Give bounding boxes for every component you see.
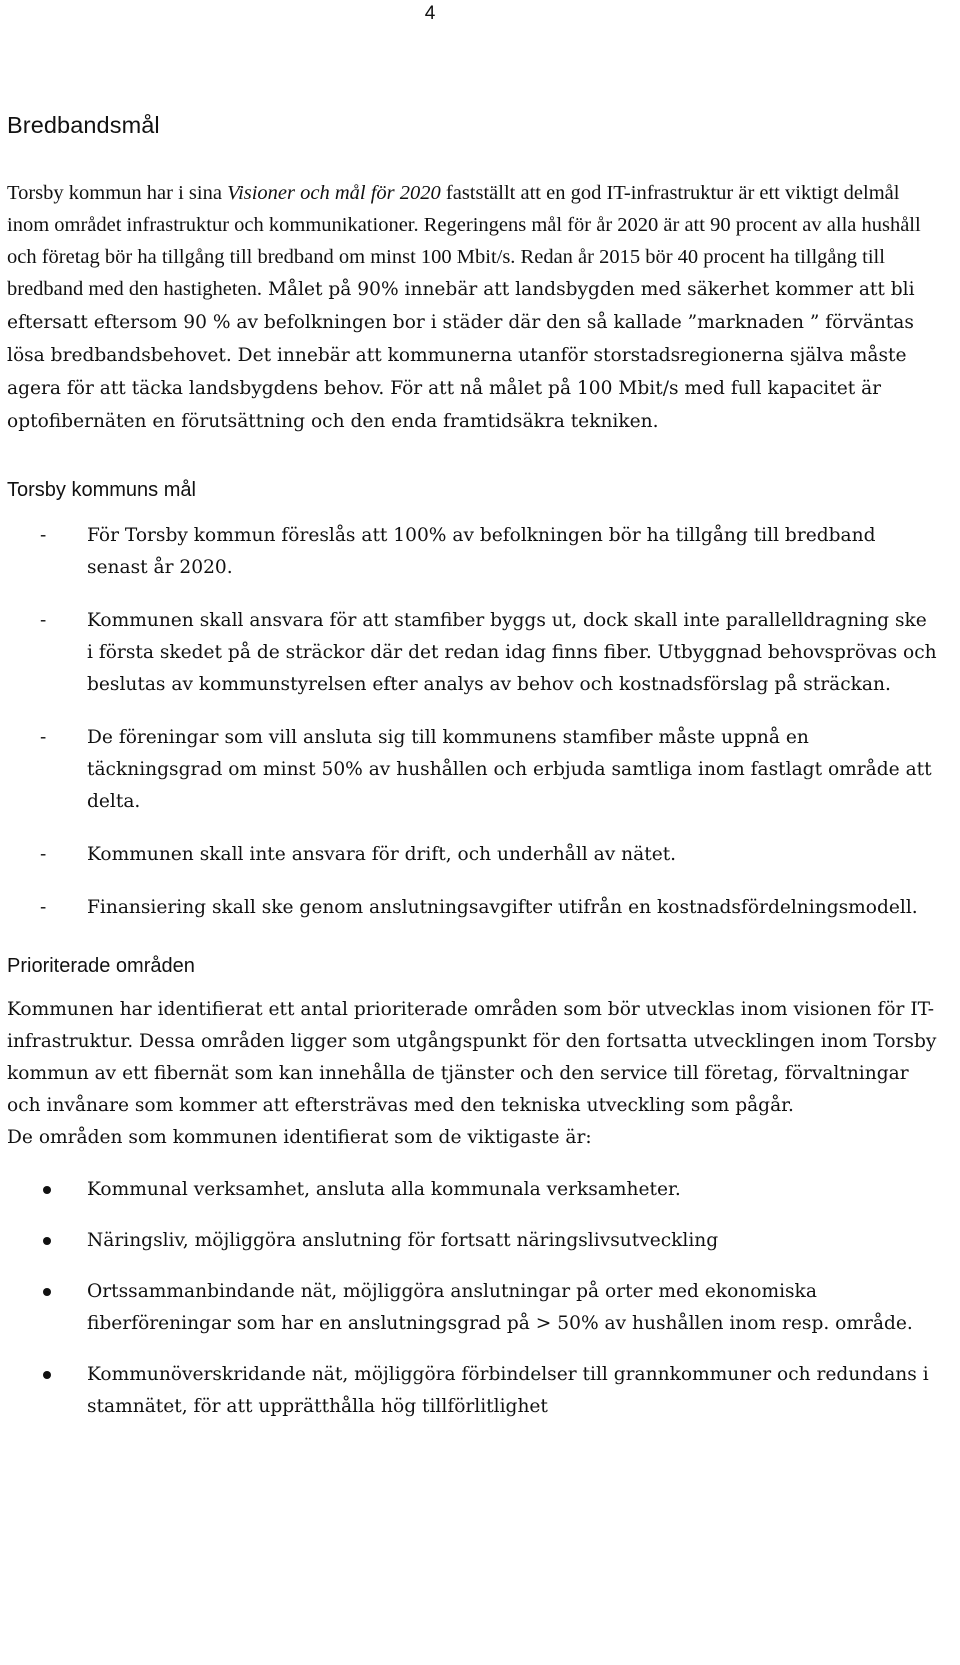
priority-paragraph: Kommunen har identifierat ett antal prioriterade områden som bör utvecklas inom visionen för IT-infrastruktur. Dessa områden ligger som utgångspunkt för den fortsatta utvecklingen inom Torsby kommun av ett fibernät som kan innehålla de tjänster och den service till företag, förvaltningar och invånare som kommer att eftersträvas med den tekniska utveckling som pågår. [7, 999, 937, 1116]
dash-marker: - [40, 610, 47, 631]
goal-item [7, 605, 937, 701]
goal-text: Kommunen skall inte ansvara för drift, och underhåll av nätet. [87, 844, 677, 865]
priority-text: Kommunöverskridande nät, möjliggöra förbindelser till grannkommuner och redundans i stamnätet, för att upprätthålla hög tillförlitlighet [87, 1364, 929, 1417]
priority-item [7, 1174, 937, 1206]
priority-item [7, 1225, 937, 1257]
priority-text: Kommunal verksamhet, ansluta alla kommunala verksamheter. [87, 1179, 681, 1200]
priority-list [7, 1174, 937, 1423]
goal-item [7, 520, 937, 584]
intro-tail: Målet på 90% innebär att landsbygden med säkerhet kommer att bli eftersatt eftersom 90 % av befolkningen bor i städer där den så kallade ”marknaden ” förväntas lösa bredbandsbehovet. Det innebär att kommunerna utanför storstadsregionerna själva måste agera för att täcka landsbygdens behov. För att nå målet på 100 Mbit/s med full kapacitet är optofibernäten en förutsättning och den enda framtidsäkra tekniken. [7, 279, 915, 432]
dash-marker: - [40, 727, 47, 748]
page-number: 4 [424, 3, 436, 24]
intro-lead-start: Torsby kommun har i sina [7, 182, 228, 204]
goal-item [7, 839, 937, 871]
bullet-icon [43, 1186, 51, 1194]
goal-item [7, 722, 937, 818]
bullet-icon [43, 1237, 51, 1245]
goals-heading: Torsby kommuns mål [7, 479, 196, 501]
goal-text: Finansiering skall ske genom anslutningsavgifter utifrån en kostnadsfördelningsmodell. [87, 897, 918, 918]
priority-text: Ortssammanbindande nät, möjliggöra anslutningar på orter med ekonomiska fiberföreningar som har en anslutningsgrad på > 50% av hushållen inom resp. område. [87, 1281, 913, 1334]
bullet-icon [43, 1371, 51, 1379]
dash-marker: - [40, 844, 47, 865]
goal-text: För Torsby kommun föreslås att 100% av befolkningen bör ha tillgång till bredband senast år 2020. [87, 525, 876, 578]
priority-heading: Prioriterade områden [7, 955, 195, 977]
intro-lead-end: fastställt att en god IT-infrastruktur är ett viktigt delmål inom området infrastruktur och kommunikationer. Regeringens mål för år 2020 är att 90 procent av alla hushåll och företag bör ha tillgång till bredband om minst 100 Mbit/s. Redan år 2015 bör 40 procent ha tillgång till bredband med den hastigheten. [7, 182, 921, 300]
page-content [7, 108, 937, 1442]
section-title: Bredbandsmål [7, 112, 160, 138]
goal-text: De föreningar som vill ansluta sig till kommunens stamfiber måste uppnå en täckningsgrad om minst 50% av hushållen och erbjuda samtliga inom fastlagt område att delta. [87, 727, 932, 812]
priority-item [7, 1359, 937, 1423]
intro-paragraph [7, 177, 937, 438]
goal-item [7, 892, 937, 924]
priority-text: Näringsliv, möjliggöra anslutning för fortsatt näringslivsutveckling [87, 1230, 719, 1251]
dash-marker: - [40, 897, 47, 918]
dash-marker: - [40, 525, 47, 546]
intro-italic-title: Visioner och mål för 2020 [227, 182, 441, 204]
bullet-icon [43, 1288, 51, 1296]
priority-list-intro: De områden som kommunen identifierat som de viktigaste är: [7, 1127, 592, 1148]
priority-item [7, 1276, 937, 1340]
goal-text: Kommunen skall ansvara för att stamfiber byggs ut, dock skall inte parallelldragning ske i första skedet på de sträckor där det redan idag finns fiber. Utbyggnad behovsprövas och beslutas av kommunstyrelsen efter analys av behov och kostnadsförslag på sträckan. [87, 610, 937, 695]
goals-list [7, 520, 937, 924]
